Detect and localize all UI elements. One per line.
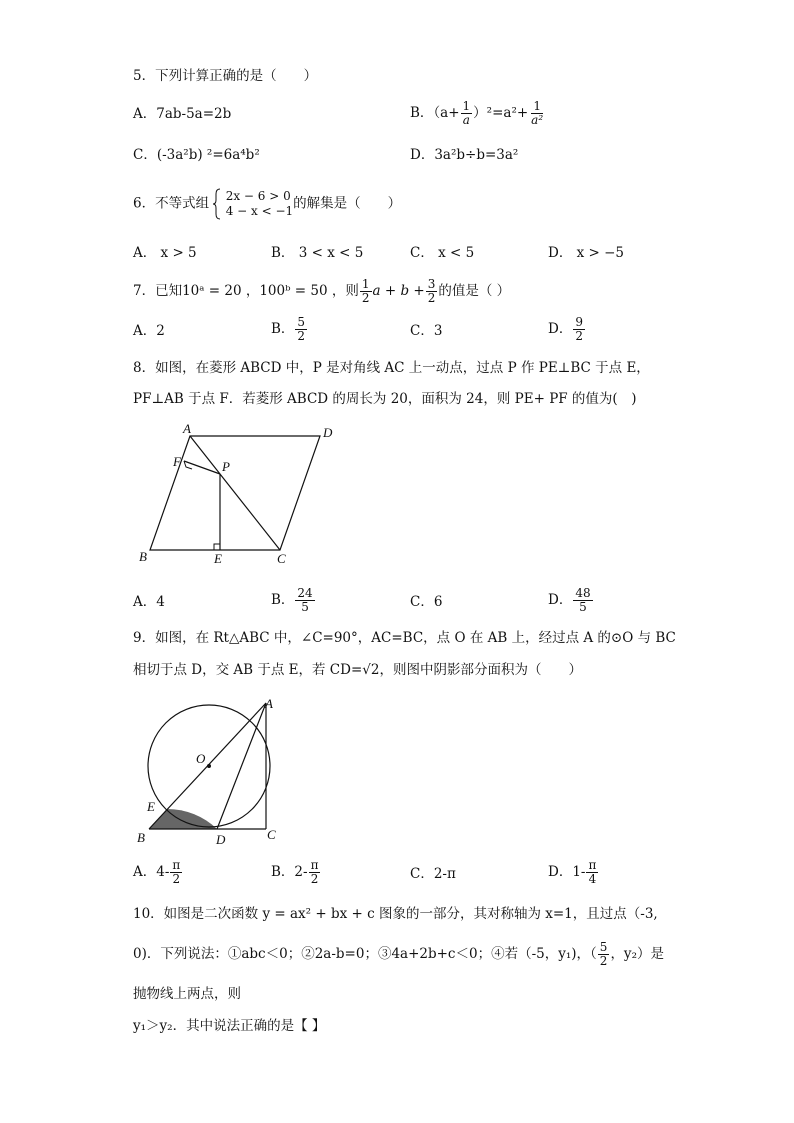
label-p: P xyxy=(222,459,230,474)
q9-stem-line1: 9．如图，在 Rt△ABC 中，∠C=90°，AC=BC，点 O 在 AB 上，经过点 A 的⊙O 与 BC xyxy=(133,630,676,646)
label-f: F xyxy=(173,454,181,469)
circle-figure xyxy=(130,694,300,849)
q5-option-c: C．(-3a²b) ²=6a⁴b² xyxy=(133,147,260,163)
q8-option-c: C．6 xyxy=(410,594,443,610)
q6-option-d: D． x > −5 xyxy=(548,245,625,261)
q8-option-a: A．4 xyxy=(133,594,165,610)
label-a: A xyxy=(183,421,191,436)
segment-ad xyxy=(217,703,266,829)
q7-option-b: B． $\frac{5}{2}$ xyxy=(271,315,306,343)
rhombus-figure xyxy=(130,418,350,573)
q8-option-d: D． $\frac{48}{5}$ xyxy=(548,586,591,614)
q9-option-d: D．1- $\frac{\pi}{4}$ xyxy=(548,858,597,886)
q5-option-d: D．3a²b÷b=3a² xyxy=(410,147,519,163)
q9-option-c: C．2-π xyxy=(410,866,456,882)
q7-option-a: A．2 xyxy=(133,323,165,339)
right-angle-e xyxy=(214,544,220,550)
label-b: B xyxy=(139,549,147,564)
diagonal-ac xyxy=(190,436,280,550)
q6-option-a: A． x > 5 xyxy=(133,245,197,261)
q10-stem-line3: 抛物线上两点，则 xyxy=(133,986,241,1002)
label-o: O xyxy=(196,751,206,766)
q7-option-d: D． $\frac{9}{2}$ xyxy=(548,315,583,343)
q10-stem-line4: y₁＞y₂．其中说法正确的是【 】 xyxy=(133,1018,326,1034)
q9-option-b: B．2- $\frac{\pi}{2}$ xyxy=(271,858,319,886)
shaded-region xyxy=(149,809,217,829)
q8-stem-line2: PF⊥AB 于点 F．若菱形 ABCD 的周长为 20，面积为 24，则 PE+ PF 的值为( ) xyxy=(133,391,637,407)
q5-stem: 5．下列计算正确的是（ ） xyxy=(133,68,318,84)
label-c: C xyxy=(277,551,286,566)
q9-option-a: A．4- $\frac{\pi}{2}$ xyxy=(133,858,181,886)
label-e: E xyxy=(147,799,155,814)
q6-option-b: B． 3 < x < 5 xyxy=(271,245,364,261)
label-d: D xyxy=(323,425,333,440)
q8-stem-line1: 8．如图，在菱形 ABCD 中，P 是对角线 AC 上一动点，过点 P 作 PE⊥BC 于点 E， xyxy=(133,360,650,376)
q6-option-c: C． x < 5 xyxy=(410,245,475,261)
center-dot xyxy=(207,764,211,768)
q8-option-b: B． $\frac{24}{5}$ xyxy=(271,586,313,614)
label-c: C xyxy=(267,827,276,842)
label-d: D xyxy=(216,832,226,847)
q5-option-a: A．7ab-5a=2b xyxy=(133,106,232,122)
q7-option-c: C．3 xyxy=(410,323,443,339)
label-b: B xyxy=(137,830,145,845)
q10-stem-line2: 0)．下列说法：①abc＜0；②2a-b=0；③4a+2b+c＜0；④若（-5，y₁)，（ $\frac{5}{2}$ ，y₂）是 xyxy=(133,940,664,968)
q7-stem: 7．已知10ᵃ = 20 ，100ᵇ = 50 ，则 $\frac{1}{2}$ a + b + $\frac{3}{2}$ 的值是（ ） xyxy=(133,277,511,305)
q6-stem: 6．不等式组 2x − 6 > 0 4 − x < −1 的解集是（ ） xyxy=(133,189,402,218)
q5-option-b: B．（a+ $\frac{1}{a}$ ）²=a²+ $\frac{1}{\text{a²}}$ xyxy=(410,99,544,127)
q10-stem-line1: 10．如图是二次函数 y = ax² + bx + c 图象的一部分，其对称轴为 x=1，且过点（-3, xyxy=(133,906,658,922)
brace-icon xyxy=(213,188,221,220)
label-a: A xyxy=(265,696,273,711)
q9-stem-line2: 相切于点 D，交 AB 于点 E，若 CD=√2，则图中阴影部分面积为（ ） xyxy=(133,662,582,678)
label-e: E xyxy=(214,551,222,566)
